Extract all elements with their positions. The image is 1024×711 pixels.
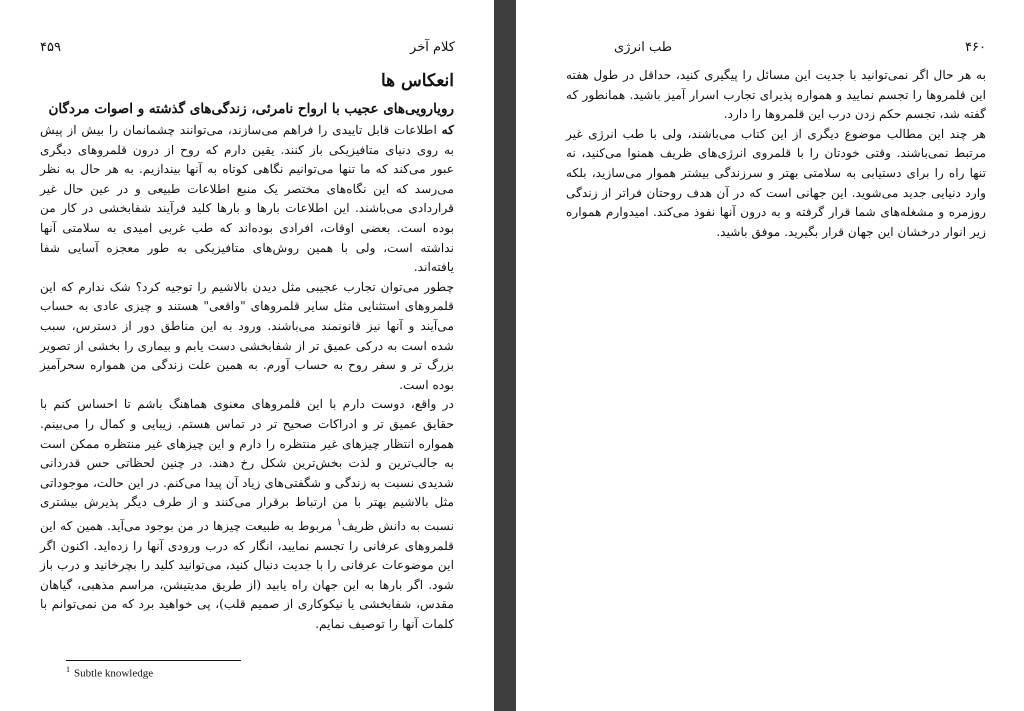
paragraph-3 [40, 395, 454, 634]
book-gutter [494, 0, 516, 711]
paragraph-3-text-b: مربوط به طبیعت چیزها در من بوجود می‌آید. همین که این قلمروهای عرفانی را تجسم نمایید، انگار که درب ورودی آنها را زده‌اید. اکنون اگر این موضوعات عرفانی را با جدیت دنبال کنید، می‌توانید کلید را بچرخانید و درب باز شود. اگر بارها به این جهان راه یابید (از طریق مدیتیشن، مراسم مذهبی، گیاهان مقدس، شفابخشی یا نیکوکاری از صمیم قلب)، پی خواهید برد که من نمی‌توانم با کلمات آنها را توصیف نمایم. [40, 518, 454, 631]
right-page [516, 0, 1024, 711]
footnote-text: Subtle knowledge [74, 667, 154, 680]
paragraph-3-text-a: در واقع، دوست دارم با این قلمروهای معنوی هماهنگ باشم تا احساس کنم با حقایق عمیق تر و ادراکات صحیح تر در تماس هستم. زیبایی و کمال را می‌بینم. همواره انتظار چیزهای غیر منتظره را دارم و این چیزهای غیر منتظره ممکن است به جالب‌ترین و لذت بخش‌ترین شکل رخ دهند. در چنین لحظاتی حس قدردانی شدیدی نسبت به زندگی و شگفتی‌های زیاد آن پیدا می‌کنم. در این حالت، موجوداتی مثل بالاشیم بهتر با من ارتباط برقرار می‌کنند و از طرف دیگر پذیرش بیشتری نسبت به دانش ظریف [40, 397, 454, 533]
right-paragraph-1: به هر حال اگر نمی‌توانید با جدیت این مسائل را پیگیری کنید، حداقل در طول هفته این قلمروها را تجسم نمایید و همواره پذیرای تجارب اسرار آمیز باشید. همانطور که گفته شد، تجسم حکم زدن درب این قلمروها را دارد. [566, 68, 986, 122]
left-page [0, 0, 494, 711]
paragraph-1-text: اطلاعات قابل تاییدی را فراهم می‌سازند، می‌توانند چشمانمان را بیش از پیش به روی دنیای متافیزیکی باز کنند. یقین دارم که روح از درون قلمروهای دیگری عبور می‌کند که ما تنها می‌توانیم نگاهی کوتاه به آنها بیندازیم. به هر حال به نظر می‌رسد که این نگاه‌های مختصر یک منبع اطلاعات طبیعی و در عین حال غیر قراردادی می‌باشند. این اطلاعات بارها و بارها کلید فرآیند شفابخشی در کار من بوده است. بعضی اوقات، افرادی بوده‌اند که طب غربی امیدی به سلامتی آنها نداشته است، ولی با همین روش‌های متافیزیکی به طور معجزه آسایی شفا یافته‌اند. [40, 123, 454, 275]
right-page-header [554, 40, 986, 62]
section-title: انعکاس ها [380, 71, 454, 91]
left-running-title: کلام آخر [410, 40, 455, 55]
left-page-header [40, 40, 455, 62]
footnote [66, 665, 153, 680]
left-page-body [40, 68, 454, 635]
paragraph-2: چطور می‌توان تجارب عجیبی مثل دیدن بالاشیم را توجیه کرد؟ شک ندارم که این قلمروهای استثنایی مثل سایر قلمروهای "واقعی" هستند و چیزی عادی به حساب می‌آیند و آنها نیز قانونمند می‌باشند. ورود به این مناطق دور از دسترس، سبب شده است به درکی عمیق تر از شفابخشی دست یابم و بیماری را بخشی از تصویر بزرگ تر و سفر روح به حساب آورم. به همین علت زندگی من همواره سحرآمیز بوده است. [40, 279, 454, 392]
paragraph-1-lead: که [441, 123, 454, 137]
section-subtitle: رویارویی‌های عجیب با ارواح نامرئی، زندگی‌های گذشته و اصوات مردگان [48, 101, 454, 117]
footnote-marker: ۱ [336, 516, 342, 528]
footnote-divider [66, 660, 241, 661]
right-running-title: طب انرژی [614, 40, 673, 55]
paragraph-1 [40, 121, 454, 278]
footnote-number: 1 [66, 665, 70, 674]
right-paragraph-2: هر چند این مطالب موضوع دیگری از این کتاب می‌باشند، ولی با طب انرژی غیر مرتبط نمی‌باشند. وقتی خودتان را با قلمروی انرژی‌های ظریف همنوا می‌کنید، نه تنها راه را برای دستیابی به سلامتی بهتر و سرزندگی بیشتر هموار می‌سازید، بلکه وارد دنیایی جدید می‌شوید. این جهانی است که در آن هدف روحتان فراتر از زندگی روزمره و مشغله‌های شما قرار گرفته و به درون آنها نفوذ می‌کند. امیدوارم همواره زیر انوار درخشان این جهان قرار بگیرید. موفق باشید. [566, 126, 986, 239]
left-page-number: ۴۵۹ [40, 40, 61, 55]
right-page-number: ۴۶۰ [965, 40, 986, 55]
right-page-body [566, 66, 986, 242]
